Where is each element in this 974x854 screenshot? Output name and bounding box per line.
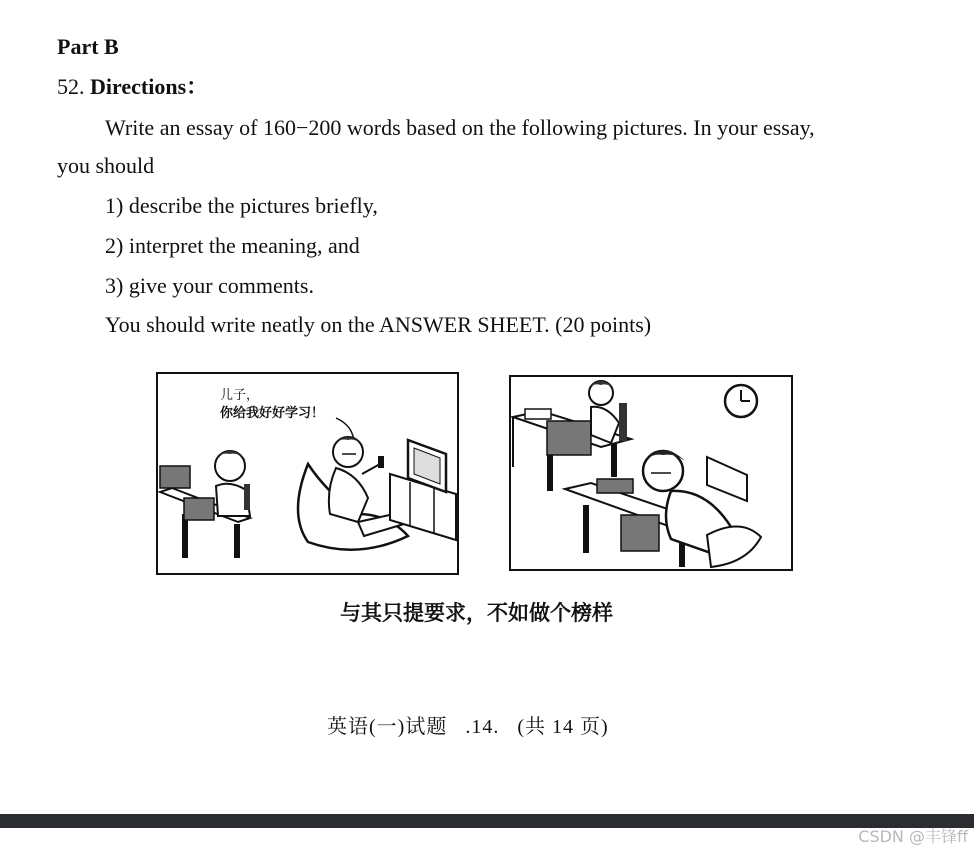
cartoon-panel-right (509, 375, 793, 571)
directions-colon: ： (186, 74, 209, 99)
part-title: Part B (57, 34, 119, 59)
question-number: 52. (57, 74, 85, 99)
directions-intro-line1: Write an essay of 160−200 words based on the following pictures. In your essay, (105, 115, 815, 140)
question-heading (57, 74, 208, 100)
footer-total-pages: (共 14 页) (517, 716, 609, 738)
instruction-item: 1) describe the pictures briefly, (105, 193, 378, 218)
watermark: CSDN @丰锋ff (858, 827, 968, 846)
directions-intro-line2: you should (57, 153, 155, 178)
footer-page-number: .14. (465, 716, 500, 738)
directions-label: Directions (90, 74, 187, 99)
cartoon-panel-left (156, 372, 459, 575)
speech-line2: 你给我好好学习！ (220, 406, 325, 421)
instruction-item: 2) interpret the meaning, and (105, 233, 360, 258)
cartoon-caption: 与其只提要求，不如做个榜样 (340, 601, 613, 625)
speech-line1: 儿子， (220, 388, 260, 403)
parent-watching-tv-drawing (158, 374, 457, 573)
instruction-item: 3) give your comments. (105, 273, 314, 298)
directions-closing: You should write neatly on the ANSWER SHEET. (20 points) (105, 312, 652, 337)
footer-subject: 英语(一)试题 (327, 716, 448, 738)
page-footer (327, 714, 609, 740)
parent-studying-with-child-drawing (511, 377, 791, 569)
viewer-bottom-bar (0, 814, 974, 828)
